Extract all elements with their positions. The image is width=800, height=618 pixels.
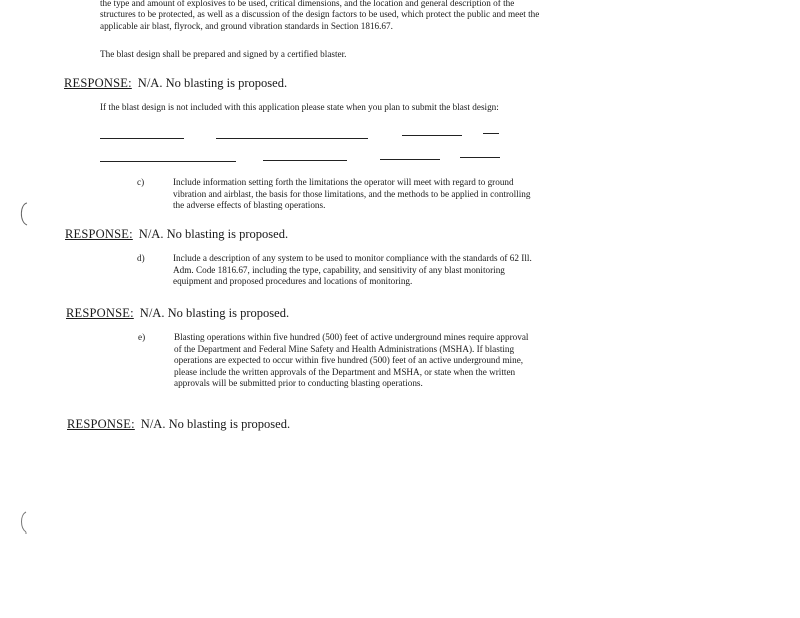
item-letter: c) — [137, 177, 145, 187]
item-text: Blasting operations within five hundred (500) feet of active underground mines require approval of the Department and Federal Mine Safety and Health Administrations (MSHA). If blasting operations are expected to occur within five hundred (500) feet of an active underground mine, please include the written approvals of the Department and MSHA, or state when the written approvals will be submitted prior to conducting blasting operations. — [174, 332, 529, 389]
response-label: RESPONSE: — [64, 76, 132, 90]
blank-line[interactable] — [402, 135, 462, 136]
response-label: RESPONSE: — [65, 227, 133, 241]
response-label: RESPONSE: — [67, 417, 135, 431]
blank-line[interactable] — [380, 159, 440, 160]
intro-paragraph: the type and amount of explosives to be used, critical dimensions, and the location and general description of the structures to be protected, as well as a discussion of the design factors to be used, which protect the public and meet the applicable air blast, flyrock, and ground vibration standards in Section 1816.67. — [100, 0, 540, 31]
response-line-2 — [65, 227, 288, 241]
blank-line[interactable] — [460, 157, 500, 158]
submission-question: If the blast design is not included with this application please state when you plan to submit the blast design: — [100, 102, 499, 112]
blank-line[interactable] — [216, 138, 368, 139]
item-letter: e) — [138, 332, 146, 342]
response-label: RESPONSE: — [66, 306, 134, 320]
response-line-3 — [66, 306, 289, 320]
blank-line[interactable] — [100, 161, 236, 162]
response-value: N/A. No blasting is proposed. — [139, 306, 290, 320]
response-value: N/A. No blasting is proposed. — [138, 227, 289, 241]
response-line-1 — [64, 76, 287, 90]
punch-hole-mark — [16, 510, 30, 536]
response-value: N/A. No blasting is proposed. — [140, 417, 291, 431]
punch-hole-mark — [16, 200, 30, 228]
blank-line[interactable] — [100, 138, 184, 139]
response-value: N/A. No blasting is proposed. — [137, 76, 288, 90]
blank-line[interactable] — [263, 160, 347, 161]
item-letter: d) — [137, 253, 145, 263]
blast-design-note: The blast design shall be prepared and signed by a certified blaster. — [100, 49, 347, 59]
response-line-4 — [67, 417, 290, 431]
blank-line[interactable] — [483, 133, 499, 134]
item-text: Include information setting forth the limitations the operator will meet with regard to ground vibration and airblast, the basis for those limitations, and the methods to be applied in controlling the adverse effects of blasting operations. — [173, 177, 531, 211]
item-text: Include a description of any system to be used to monitor compliance with the standards of 62 Ill. Adm. Code 1816.67, including the type, capability, and sensitivity of any blast monitoring equipment and proposed procedures and locations of monitoring. — [173, 253, 532, 287]
